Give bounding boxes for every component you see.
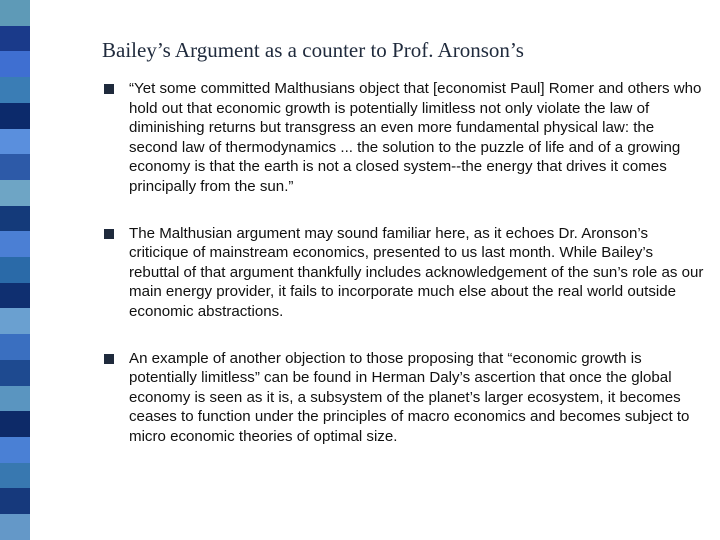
stripe-block: [0, 308, 62, 334]
bullet-item: [104, 79, 704, 197]
stripe-block: [0, 129, 62, 155]
stripe-gap: [30, 514, 62, 540]
stripe-block: [0, 51, 62, 77]
stripe-color-bar: [0, 308, 30, 334]
stripe-gap: [30, 437, 62, 463]
stripe-gap: [30, 154, 62, 180]
stripe-gap: [30, 257, 62, 283]
stripe-block: [0, 77, 62, 103]
stripe-block: [0, 103, 62, 129]
stripe-color-bar: [0, 103, 30, 129]
stripe-color-bar: [0, 129, 30, 155]
decorative-stripe: [0, 0, 62, 540]
stripe-color-bar: [0, 514, 30, 540]
stripe-block: [0, 206, 62, 232]
slide-title: Bailey’s Argument as a counter to Prof. Aronson’s: [102, 38, 524, 62]
bullet-item: [104, 349, 704, 447]
stripe-block: [0, 334, 62, 360]
stripe-color-bar: [0, 26, 30, 52]
stripe-gap: [30, 231, 62, 257]
bullet-text: An example of another objection to those proposing that “economic growth is potentially limitless” can be found in Herman Daly’s ascertion that once the global economy is seen as it is, a subsystem of the planet’s larger ecosystem, it becomes ceases to function under the principles of macro economics and becomes subject to micro economic theories of optimal size.: [129, 349, 690, 445]
stripe-gap: [30, 463, 62, 489]
stripe-color-bar: [0, 386, 30, 412]
bullet-marker-icon: [104, 84, 114, 94]
stripe-block: [0, 411, 62, 437]
stripe-gap: [30, 386, 62, 412]
stripe-gap: [30, 180, 62, 206]
stripe-color-bar: [0, 488, 30, 514]
stripe-block: [0, 231, 62, 257]
stripe-gap: [30, 283, 62, 309]
stripe-block: [0, 437, 62, 463]
stripe-block: [0, 0, 62, 26]
stripe-block: [0, 26, 62, 52]
stripe-gap: [30, 334, 62, 360]
bullet-list: [104, 79, 704, 474]
stripe-color-bar: [0, 437, 30, 463]
stripe-block: [0, 283, 62, 309]
stripe-color-bar: [0, 360, 30, 386]
bullet-marker-icon: [104, 354, 114, 364]
stripe-block: [0, 514, 62, 540]
stripe-color-bar: [0, 180, 30, 206]
stripe-color-bar: [0, 206, 30, 232]
stripe-color-bar: [0, 411, 30, 437]
bullet-text: “Yet some committed Malthusians object that [economist Paul] Romer and others who hold out that economic growth is potentially limitless not only violate the law of diminishing returns but transgress an even more fundamental physical law: the second law of thermodynamics ... the solution to the puzzle of life and of a growing economy is that the earth is not a closed system--the energy that drives it comes principally from the sun.”: [129, 80, 702, 195]
stripe-block: [0, 257, 62, 283]
stripe-block: [0, 488, 62, 514]
bullet-text: The Malthusian argument may sound familiar here, as it echoes Dr. Aronson’s criticique of mainstream economics, presented to us last month. While Bailey’s rebuttal of that argument thankfully includes acknowledgement of the sun’s role as our main energy provider, it fails to incorporate much else about the real world outside economic abstractions.: [129, 224, 704, 320]
stripe-color-bar: [0, 334, 30, 360]
stripe-gap: [30, 26, 62, 52]
stripe-block: [0, 463, 62, 489]
stripe-color-bar: [0, 231, 30, 257]
stripe-block: [0, 180, 62, 206]
stripe-color-bar: [0, 257, 30, 283]
stripe-color-bar: [0, 77, 30, 103]
bullet-item: [104, 224, 704, 322]
stripe-gap: [30, 0, 62, 26]
bullet-marker-icon: [104, 229, 114, 239]
stripe-gap: [30, 129, 62, 155]
stripe-color-bar: [0, 283, 30, 309]
stripe-gap: [30, 411, 62, 437]
stripe-gap: [30, 51, 62, 77]
stripe-block: [0, 386, 62, 412]
stripe-color-bar: [0, 463, 30, 489]
stripe-gap: [30, 360, 62, 386]
stripe-color-bar: [0, 154, 30, 180]
stripe-block: [0, 154, 62, 180]
stripe-block: [0, 360, 62, 386]
stripe-color-bar: [0, 51, 30, 77]
stripe-gap: [30, 308, 62, 334]
stripe-gap: [30, 77, 62, 103]
stripe-gap: [30, 488, 62, 514]
stripe-gap: [30, 103, 62, 129]
stripe-gap: [30, 206, 62, 232]
stripe-color-bar: [0, 0, 30, 26]
